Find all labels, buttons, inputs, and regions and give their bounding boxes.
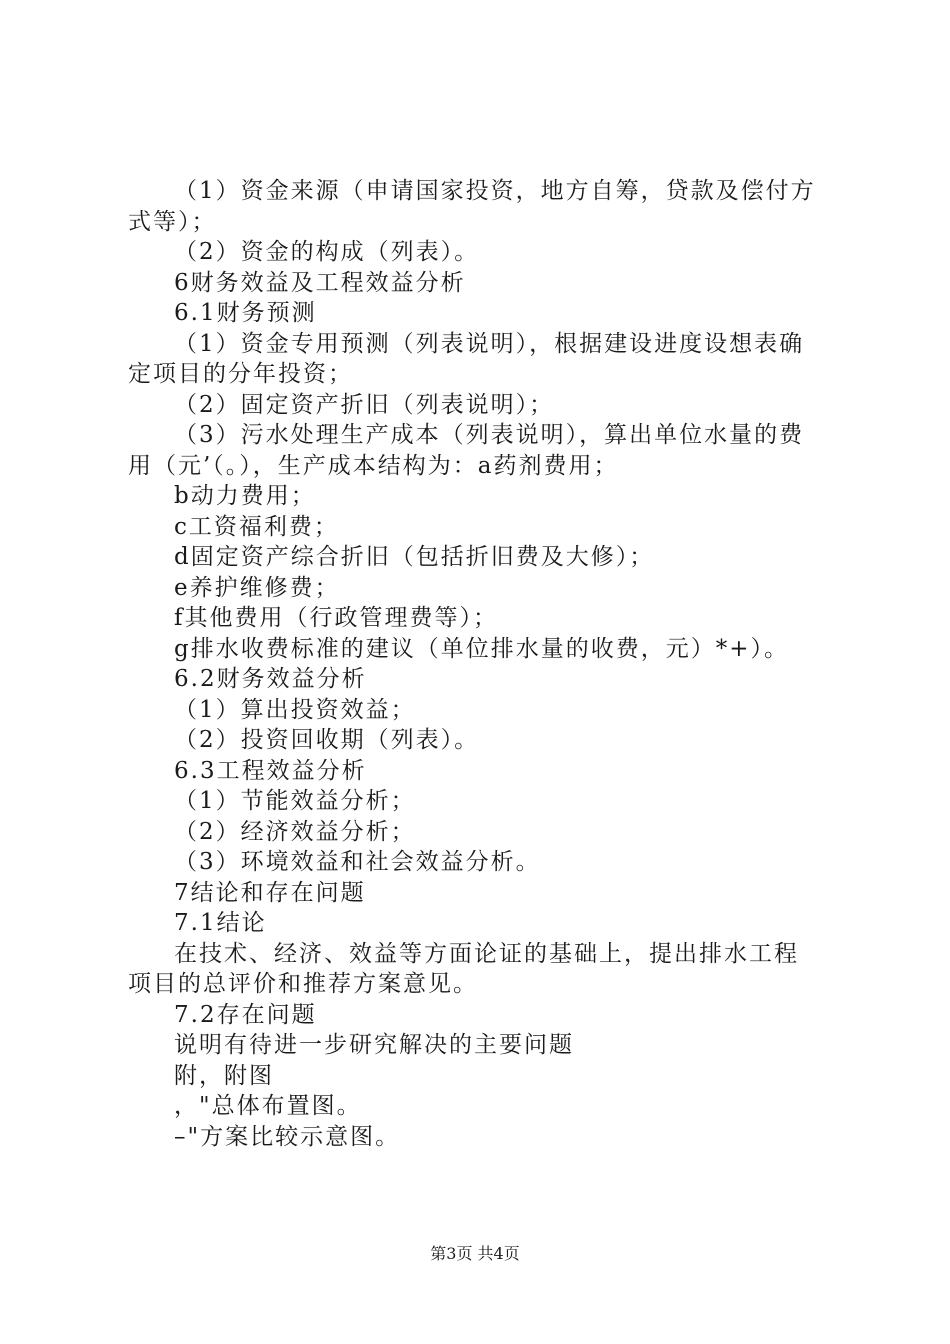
text-line: –"方案比较示意图。	[174, 1123, 401, 1150]
text-line: （3）环境效益和社会效益分析。	[174, 849, 541, 875]
text-line: 定项目的分年投资；	[128, 361, 353, 387]
text-line: 7结论和存在问题	[174, 879, 366, 906]
text-line: c工资福利费；	[174, 513, 339, 540]
text-line: （1）节能效益分析；	[174, 788, 416, 814]
document-body	[128, 176, 840, 1152]
text-line: f其他费用（行政管理费等）；	[174, 605, 499, 631]
text-line: 6.1财务预测	[174, 300, 317, 326]
text-line: （2）投资回收期（列表）。	[174, 727, 480, 753]
text-line: 附，附图	[174, 1062, 274, 1089]
text-line: 项目的总评价和推荐方案意见。	[128, 971, 478, 997]
text-line: 式等）；	[128, 208, 217, 235]
text-line: ，"总体布置图。	[174, 1093, 362, 1119]
text-line: d固定资产综合折旧（包括折旧费及大修）；	[174, 544, 655, 570]
text-line: （1）算出投资效益；	[174, 696, 416, 723]
text-line: 7.2存在问题	[174, 1001, 317, 1028]
text-line: g排水收费标准的建议（单位排水量的收费，元）*+）。	[174, 635, 789, 662]
text-line: 在技术、经济、效益等方面论证的基础上，提出排水工程	[174, 940, 799, 967]
text-line: （2）固定资产折旧（列表说明）；	[174, 391, 555, 418]
text-line: 6财务效益及工程效益分析	[174, 269, 466, 296]
text-line: 用（元’（。），生产成本结构为：a药剂费用；	[128, 452, 619, 479]
text-line: 6.2财务效益分析	[174, 666, 367, 692]
text-line: （1）资金专用预测（列表说明），根据建设进度设想表确	[174, 330, 805, 357]
text-line: 7.1结论	[174, 910, 267, 936]
text-line: （2）资金的构成（列表）。	[174, 239, 480, 265]
text-line: e养护维修费；	[174, 574, 340, 601]
text-line: b动力费用；	[174, 483, 316, 509]
text-line: 说明有待进一步研究解决的主要问题	[174, 1032, 574, 1058]
text-line: （3）污水处理生产成本（列表说明），算出单位水量的费	[174, 422, 805, 448]
page-footer: 第3页 共4页	[430, 1244, 520, 1263]
text-line: （1）资金来源（申请国家投资，地方自筹，贷款及偿付方	[174, 178, 816, 204]
text-line: （2）经济效益分析；	[174, 818, 416, 845]
text-line: 6.3工程效益分析	[174, 757, 367, 784]
